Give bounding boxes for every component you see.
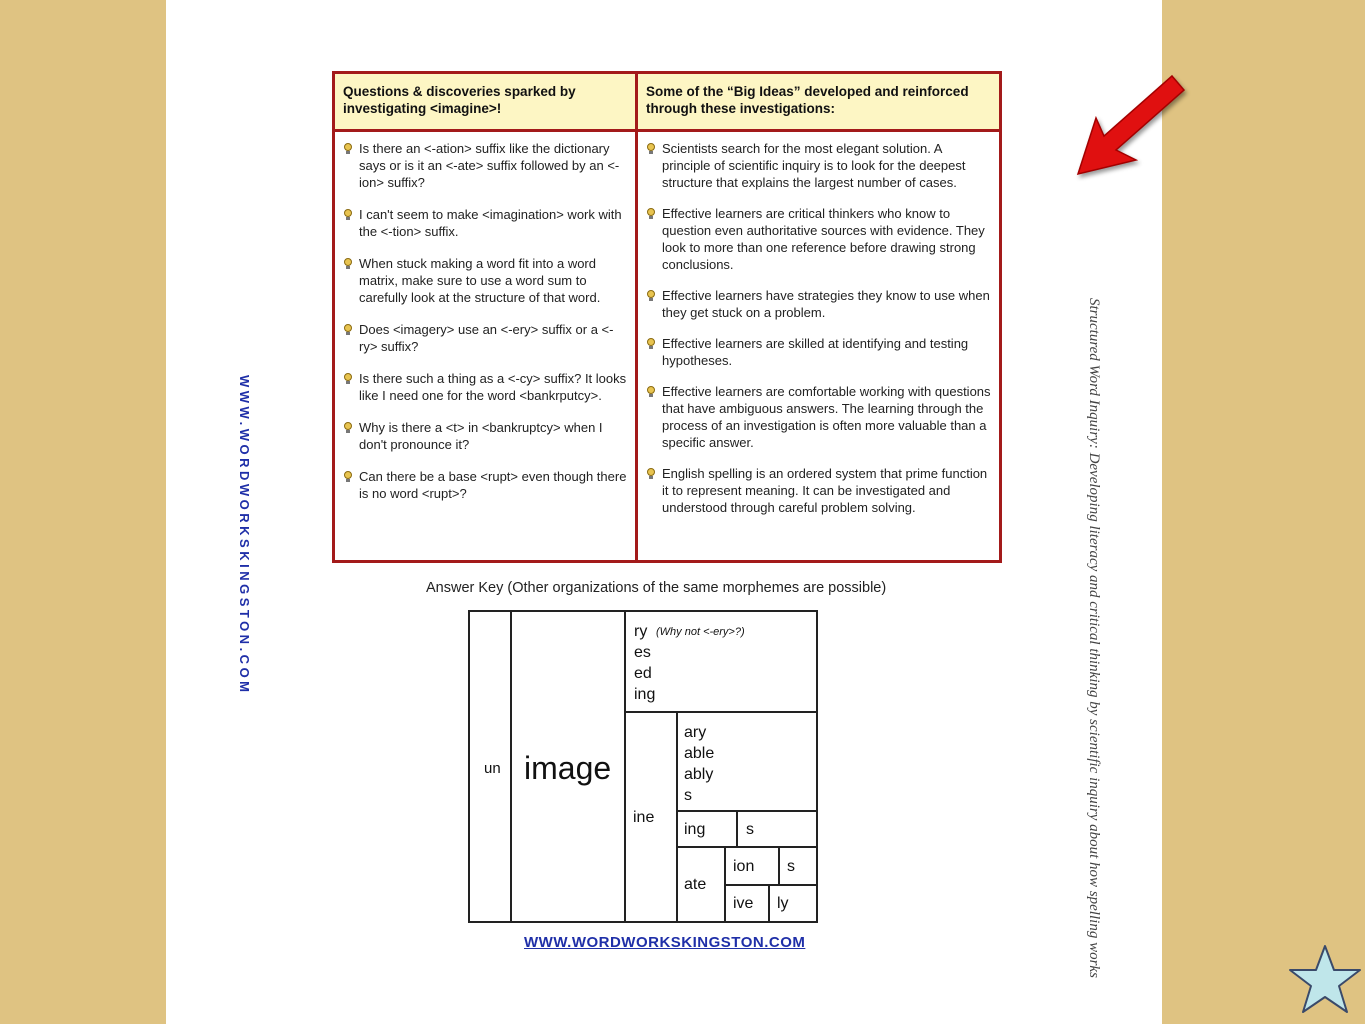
list-item: Scientists search for the most elegant solution. A principle of scientific inquiry is to look for the deepest structure that explains the largest number of cases.	[646, 140, 993, 191]
lightbulb-icon	[343, 143, 353, 154]
lightbulb-icon	[646, 290, 656, 301]
answer-key-title: Answer Key (Other organizations of the same morphemes are possible)	[426, 580, 887, 596]
list-item: Is there such a thing as a <-cy> suffix? It looks like I need one for the word <bankrputcy>.	[343, 370, 629, 404]
lightbulb-icon	[646, 143, 656, 154]
lightbulb-icon	[343, 209, 353, 220]
list-item: Effective learners are comfortable working with questions that have ambiguous answers. The learning through the process of an investigation is often more valuable than a specific answer.	[646, 383, 993, 451]
ate-cell: ate	[676, 846, 726, 923]
lightbulb-icon	[343, 471, 353, 482]
lightbulb-icon	[343, 373, 353, 384]
ly-cell: ly	[768, 884, 818, 923]
list-item: Why is there a <t> in <bankruptcy> when I don't pronounce it?	[343, 419, 629, 453]
base-cell: image	[510, 610, 626, 923]
header-questions: Questions & discoveries sparked by investigating <imagine>!	[335, 74, 635, 132]
list-item: Effective learners are skilled at identifying and testing hypotheses.	[646, 335, 993, 369]
prefix-cell: un	[468, 610, 512, 923]
questions-column	[335, 132, 635, 560]
list-item: Is there an <-ation> suffix like the dictionary says or is it an <-ate> suffix followed by an <-ion> suffix?	[343, 140, 629, 191]
big-ideas-column	[635, 132, 999, 560]
website-link[interactable]: WWW.WORDWORKSKINGSTON.COM	[524, 934, 806, 951]
list-item: Effective learners are critical thinkers who know to question even authoritative sources with evidence. They look to more than one reference before drawing strong conclusions.	[646, 205, 993, 273]
ing-cell: ing	[676, 810, 738, 848]
list-item: When stuck making a word fit into a word matrix, make sure to use a word sum to carefully look at the structure of that word.	[343, 255, 629, 306]
s-cell-1: s	[736, 810, 818, 848]
list-item: I can't seem to make <imagination> work with the <-tion> suffix.	[343, 206, 629, 240]
list-item: English spelling is an ordered system that prime function it to represent meaning. It can be investigated and understood through careful problem solving.	[646, 465, 993, 516]
ive-cell: ive	[724, 884, 770, 923]
header-big-ideas: Some of the “Big Ideas” developed and reinforced through these investigations:	[635, 74, 999, 132]
lightbulb-icon	[646, 468, 656, 479]
inquiry-table	[332, 71, 1002, 563]
star-nav-icon[interactable]	[1286, 942, 1364, 1018]
lightbulb-icon	[343, 258, 353, 269]
lightbulb-icon	[646, 386, 656, 397]
list-item: Can there be a base <rupt> even though there is no word <rupt>?	[343, 468, 629, 502]
side-url-vertical: WWW.WORDWORKSKINGSTON.COM	[237, 375, 252, 696]
side-title-vertical: Structured Word Inquiry: Developing literacy and critical thinking by scientific inquiry about how spelling works	[1086, 298, 1102, 978]
list-item: Effective learners have strategies they know to use when they get stuck on a problem.	[646, 287, 993, 321]
lightbulb-icon	[646, 338, 656, 349]
ine-suffixes-cell: ary able ably s	[676, 711, 818, 812]
list-item: Does <imagery> use an <-ery> suffix or a <-ry> suffix?	[343, 321, 629, 355]
red-arrow-icon	[1072, 64, 1192, 184]
lightbulb-icon	[343, 324, 353, 335]
lightbulb-icon	[343, 422, 353, 433]
lightbulb-icon	[646, 208, 656, 219]
document-page	[166, 0, 1162, 1024]
s-cell-2: s	[778, 846, 818, 886]
suffix-group-1-cell: ry es ed ing (Why not <-ery>?)	[624, 610, 818, 713]
ine-cell: ine	[624, 711, 678, 923]
why-note: (Why not <-ery>?)	[656, 626, 745, 638]
word-matrix	[468, 610, 818, 923]
ion-cell: ion	[724, 846, 780, 886]
